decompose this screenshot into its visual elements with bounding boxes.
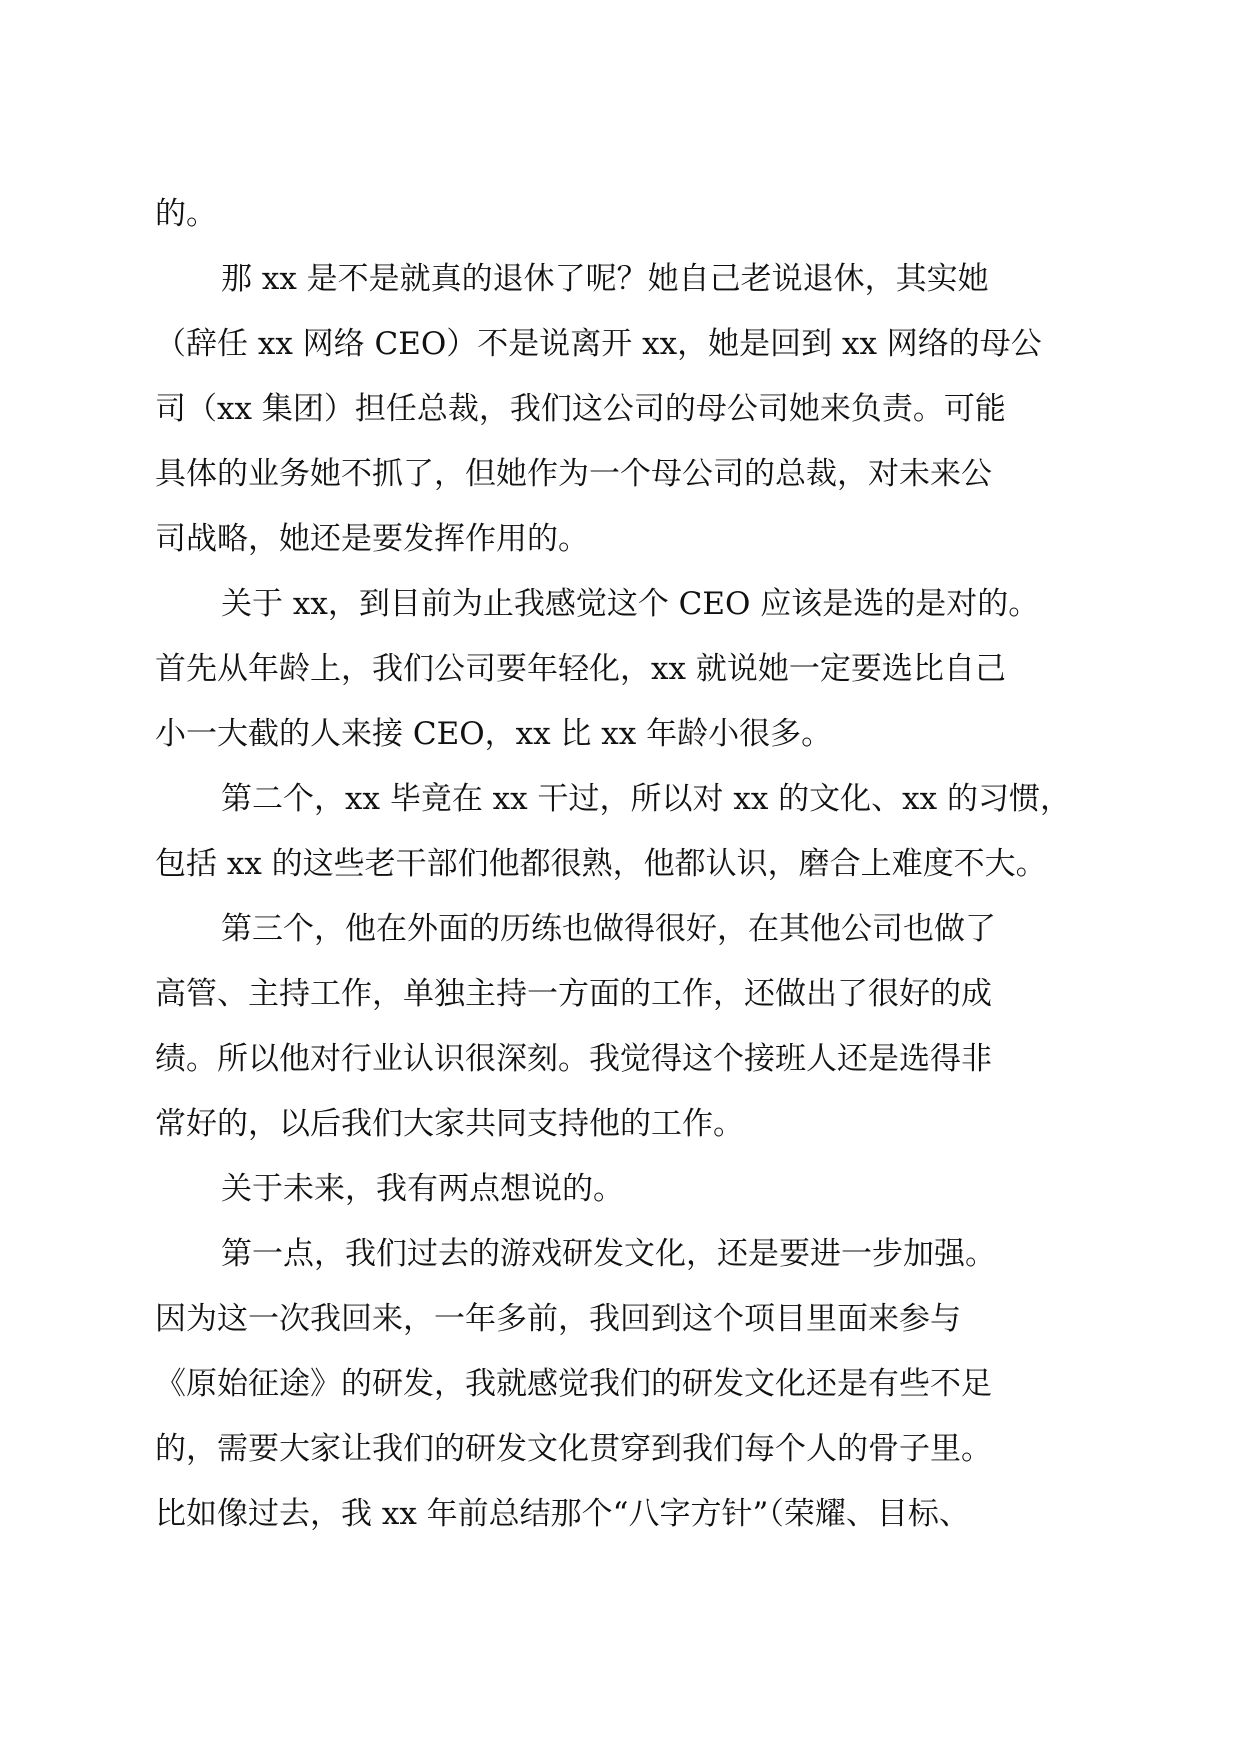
text-line: （辞任 xx 网络 CEO）不是说离开 xx，她是回到 xx 网络的母公: [155, 326, 1042, 362]
paragraph-start-line: 第二个，xx 毕竟在 xx 干过，所以对 xx 的文化、xx 的习惯，: [221, 781, 1071, 817]
text-line: 司战略，她还是要发挥作用的。: [155, 521, 589, 557]
paragraph-start-line: 那 xx 是不是就真的退休了呢？她自己老说退休，其实她: [221, 261, 989, 297]
text-line: 的。: [155, 196, 217, 232]
paragraph-start-line: 关于未来，我有两点想说的。: [221, 1171, 624, 1207]
paragraph-start-line: 关于 xx，到目前为止我感觉这个 CEO 应该是选的是对的。: [221, 586, 1040, 622]
text-line: 比如像过去，我 xx 年前总结那个“八字方针”（荣耀、目标、: [155, 1496, 970, 1532]
text-line: 绩。所以他对行业认识很深刻。我觉得这个接班人还是选得非: [155, 1041, 992, 1077]
text-line: 高管、主持工作，单独主持一方面的工作，还做出了很好的成: [155, 976, 992, 1012]
body-text: [155, 182, 1095, 1547]
text-line: 的，需要大家让我们的研发文化贯穿到我们每个人的骨子里。: [155, 1431, 992, 1467]
text-line: 首先从年龄上，我们公司要年轻化，xx 就说她一定要选比自己: [155, 651, 1006, 687]
text-line: 因为这一次我回来，一年多前，我回到这个项目里面来参与: [155, 1301, 961, 1337]
text-line: 司（xx 集团）担任总裁，我们这公司的母公司她来负责。可能: [155, 391, 1006, 427]
paragraph-start-line: 第一点，我们过去的游戏研发文化，还是要进一步加强。: [221, 1236, 996, 1272]
text-line: 包括 xx 的这些老干部们他都很熟，他都认识，磨合上难度不大。: [155, 846, 1047, 882]
text-line: 小一大截的人来接 CEO，xx 比 xx 年龄小很多。: [155, 716, 833, 752]
text-line: 常好的，以后我们大家共同支持他的工作。: [155, 1106, 744, 1142]
text-line: 《原始征途》的研发，我就感觉我们的研发文化还是有些不足: [155, 1366, 992, 1402]
text-line: 具体的业务她不抓了，但她作为一个母公司的总裁，对未来公: [155, 456, 992, 492]
paragraph-start-line: 第三个，他在外面的历练也做得很好，在其他公司也做了: [221, 911, 996, 947]
